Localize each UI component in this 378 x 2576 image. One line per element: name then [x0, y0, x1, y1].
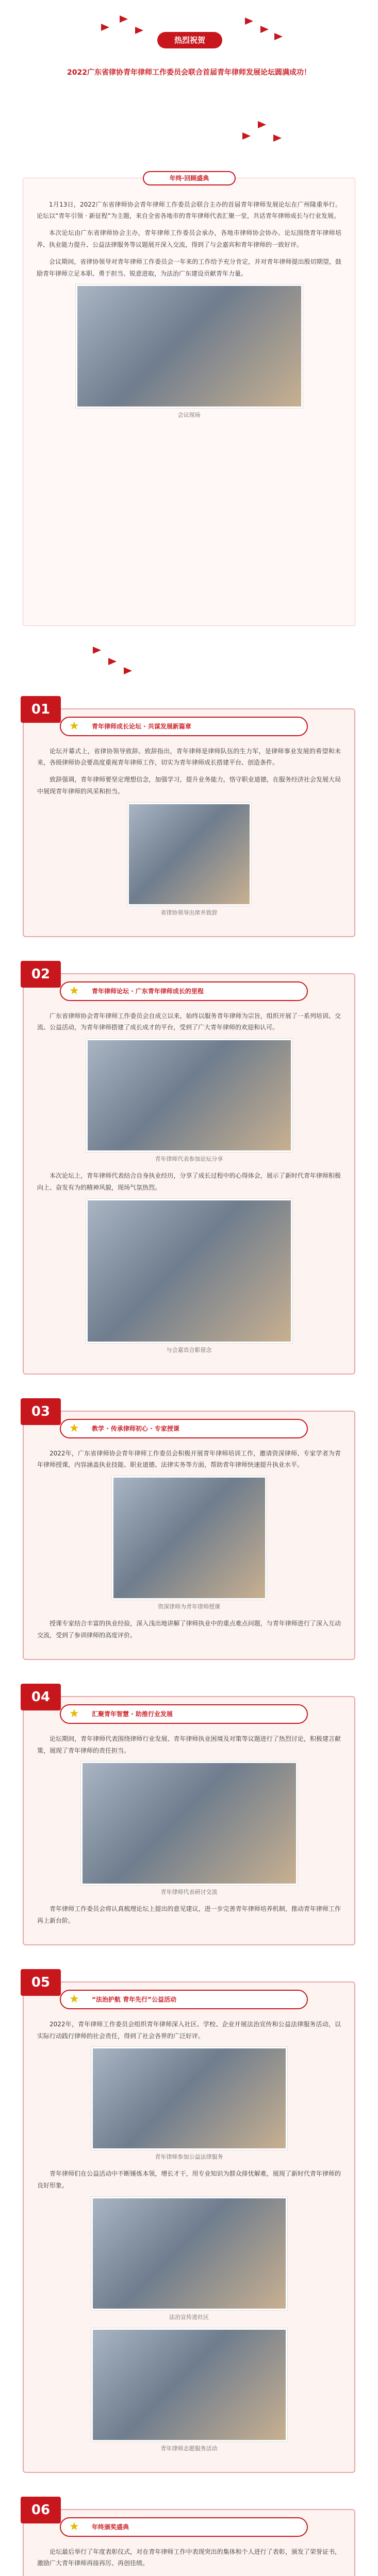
section-paragraph: 授课专家结合丰富的执业经验，深入浅出地讲解了律师执业中的重点难点问题，与青年律师进行了深入互动交流，受到了参训律师的高度评价。: [37, 1620, 341, 1639]
section-title-text: 青年律师成长论坛 · 共谋发展新篇章: [92, 722, 191, 730]
intro-heading: 年终·回顾盛典: [143, 171, 236, 185]
flag-icon: [101, 24, 109, 31]
intro-paragraph: 本次论坛由广东省律师协会主办，青年律师工作委员会承办，各地市律师协会协办。论坛围绕青年律师培养、执业能力提升、公益法律服务等议题展开深入交流，得到了与会嘉宾和青年律师的一致好评。: [37, 229, 341, 248]
photo-caption: 青年律师参加公益法律服务: [155, 2154, 223, 2161]
section-title-text: 年终颁奖盛典: [92, 2523, 129, 2531]
flag-icon: [93, 647, 101, 654]
header-badge: 热烈祝贺: [157, 32, 222, 48]
flag-icon: [120, 15, 128, 23]
photo-caption: 省律协领导出席并致辞: [160, 909, 218, 916]
section-paragraph: 青年律师们在公益活动中不断锤炼本领，增长才干，用专业知识为群众排忧解难，展现了新时代青年律师的良好形象。: [37, 2170, 341, 2190]
section-title: [60, 1704, 308, 1724]
intro-paragraph: 会议期间，省律协领导对青年律师工作委员会一年来的工作给予充分肯定，并对青年律师提出殷切期望，鼓励青年律师立足本职、勇于担当、锐意进取，为法治广东建设贡献青年力量。: [37, 258, 341, 277]
section-number: 05: [21, 1969, 61, 1996]
star-icon: ★: [69, 1707, 79, 1720]
section-04: [23, 1689, 355, 1945]
section-title: [60, 1990, 308, 2009]
section-title-text: 教学 · 传承律师初心 · 专家授课: [92, 1425, 179, 1432]
photo-caption: 青年律师志愿服务活动: [160, 2445, 218, 2452]
flag-icon: [274, 33, 283, 40]
section-photo: [91, 2328, 287, 2442]
flag-icon: [260, 26, 269, 33]
section-01: [23, 701, 355, 937]
section-paragraph: 论坛期间，青年律师代表围绕律师行业发展、青年律师执业困境及对策等议题进行了热烈讨论，积极建言献策，展现了青年律师的责任担当。: [37, 1735, 341, 1754]
section-title-text: 汇聚青年智慧 · 助推行业发展: [92, 1710, 173, 1718]
flag-decor: [0, 85, 378, 147]
star-icon: ★: [69, 984, 79, 997]
section-title: [60, 717, 308, 736]
section-photo: [86, 1199, 292, 1343]
photo-caption: 法治宣传进社区: [169, 2313, 209, 2320]
section-title: [60, 2517, 308, 2537]
flag-icon: [242, 132, 251, 140]
intro-paragraph: 1月13日，2022广东省律师协会青年律师工作委员会联合主办的首届青年律师发展论坛在广州隆重举行。论坛以“青年引领 · 新征程”为主题，来自全省各地市的青年律师代表汇聚一堂，共话青年律师成长与行业发展。: [37, 200, 341, 220]
intro-box: [23, 174, 355, 626]
section-photo: [86, 1039, 292, 1152]
page-title: 2022广东省律协青年律师工作委员会联合首届青年律师发展论坛圆满成功！: [67, 69, 311, 77]
photo-caption: 青年律师代表研讨交流: [160, 1889, 218, 1896]
section-paragraph: 论坛开幕式上，省律协领导致辞。致辞指出，青年律师是律师队伍的生力军，是律师事业发展的希望和未来，各级律师协会要高度重视青年律师工作，切实为青年律师成长搭建平台、创造条件。: [37, 747, 341, 767]
flag-icon: [258, 121, 266, 128]
section-number: 06: [21, 2497, 61, 2523]
flag-icon: [108, 658, 117, 665]
section-paragraph: 论坛最后举行了年度表彰仪式，对在青年律师工作中表现突出的集体和个人进行了表彰，颁发了荣誉证书，激励广大青年律师再接再厉、再创佳绩。: [37, 2548, 341, 2567]
star-icon: ★: [69, 1421, 79, 1435]
section-paragraph: 致辞强调，青年律师要坚定理想信念，加强学习，提升业务能力，恪守职业道德，在服务经济社会发展大局中展现青年律师的风采和担当。: [37, 776, 341, 795]
section-number: 04: [21, 1684, 61, 1710]
section-02: [23, 966, 355, 1375]
star-icon: ★: [69, 1992, 79, 2006]
section-05: [23, 1974, 355, 2473]
flag-decor: [0, 626, 378, 693]
photo-caption: 青年律师代表参加论坛分享: [155, 1156, 223, 1163]
top-banner: [0, 0, 378, 62]
photo-caption: 与会嘉宾合影留念: [166, 1346, 212, 1353]
flag-icon: [135, 27, 143, 34]
section-photo: [112, 1476, 267, 1600]
flag-icon: [124, 667, 132, 674]
section-paragraph: 广东省律师协会青年律师工作委员会自成立以来，始终以服务青年律师为宗旨，组织开展了一系列培训、交流、公益活动，为青年律师搭建了成长成才的平台，受到了广大青年律师的欢迎和认可。: [37, 1012, 341, 1031]
section-number: 01: [21, 696, 61, 723]
section-paragraph: 2022年，广东省律师协会青年律师工作委员会积极开展青年律师培训工作，邀请资深律师、专家学者为青年律师授课，内容涵盖执业技能、职业道德、法律实务等方面，帮助青年律师快速提升执业水平。: [37, 1449, 341, 1469]
section-number: 03: [21, 1398, 61, 1425]
section-title: [60, 981, 308, 1001]
section-03: [23, 1403, 355, 1660]
section-title-text: “法治护航 青年先行”公益活动: [92, 1995, 176, 2003]
section-photo: [127, 803, 251, 906]
flag-icon: [273, 134, 282, 142]
section-paragraph: 青年律师工作委员会将认真梳理论坛上提出的意见建议，进一步完善青年律师培养机制，推动青年律师工作再上新台阶。: [37, 1905, 341, 1924]
star-icon: ★: [69, 719, 79, 733]
flag-icon: [245, 18, 253, 25]
section-title: [60, 1419, 308, 1438]
section-paragraph: 2022年，青年律师工作委员会组织青年律师深入社区、学校、企业开展法治宣传和公益法律服务活动，以实际行动践行律师的社会责任，得到了社会各界的广泛好评。: [37, 2020, 341, 2040]
photo-caption: 会议现场: [177, 412, 201, 419]
section-06: [23, 2502, 355, 2576]
intro-photo: [76, 284, 303, 408]
section-paragraph: 本次论坛上，青年律师代表结合自身执业经历，分享了成长过程中的心得体会，展示了新时代青年律师积极向上、奋发有为的精神风貌，现场气氛热烈。: [37, 1172, 341, 1191]
section-photo: [91, 2197, 287, 2310]
section-title-text: 青年律师论坛 · 广东青年律师成长的里程: [92, 987, 204, 995]
section-photo: [81, 1761, 298, 1885]
section-photo: [91, 2047, 287, 2150]
photo-caption: 资深律师为青年律师授课: [158, 1603, 220, 1611]
star-icon: ★: [69, 2520, 79, 2533]
section-number: 02: [21, 961, 61, 988]
